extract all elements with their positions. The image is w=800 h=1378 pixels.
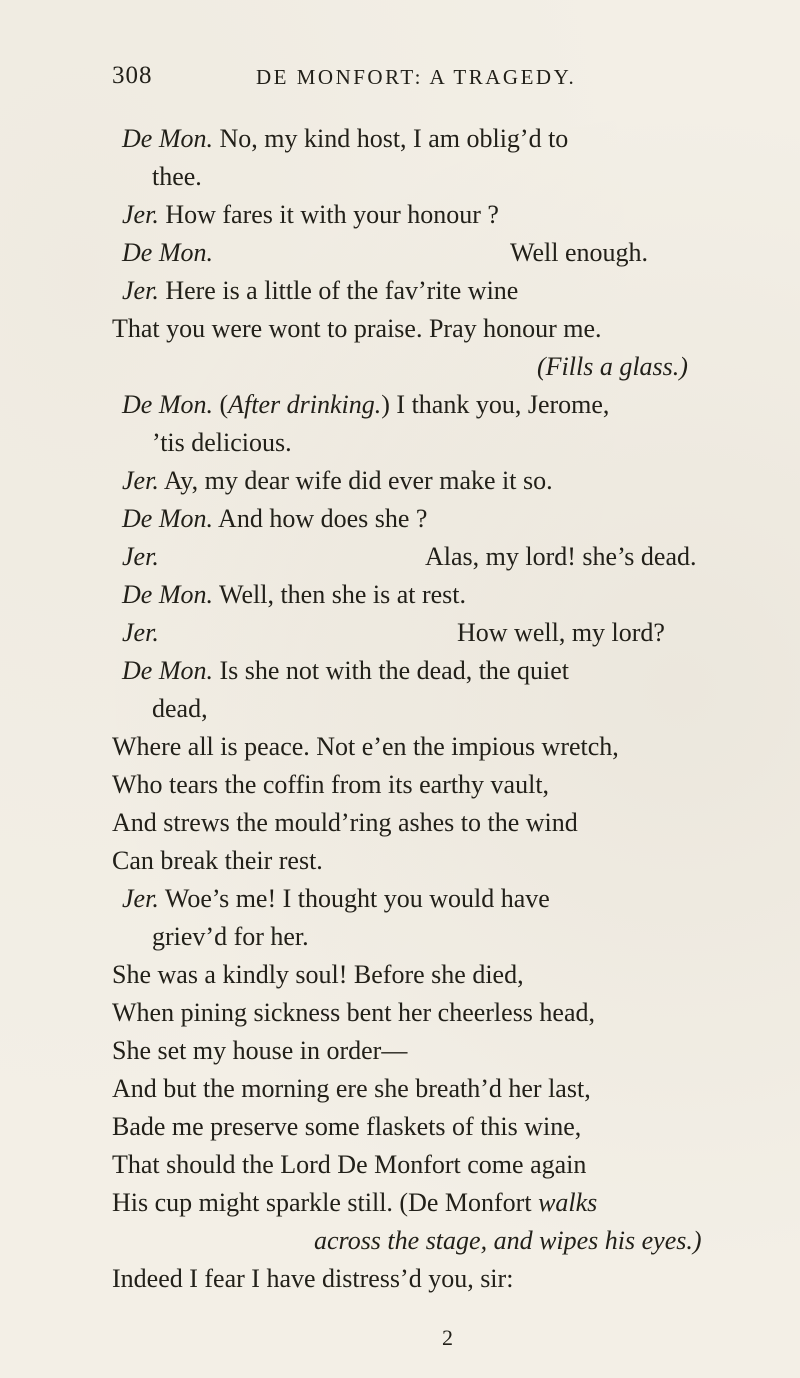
text-line xyxy=(112,1187,597,1219)
text-line xyxy=(112,313,602,345)
line-text: How fares it with your honour ? xyxy=(158,200,499,229)
text-line xyxy=(122,617,722,649)
speaker-name: Jer. xyxy=(122,884,159,913)
line-text: And how does she ? xyxy=(212,504,428,533)
text-line xyxy=(122,883,550,915)
speaker-name: Jer. xyxy=(122,200,159,229)
speaker-name: Jer. xyxy=(122,276,159,305)
line-text: And strews the mould’ring ashes to the wind xyxy=(112,808,578,837)
text-line xyxy=(152,693,208,725)
stage-direction-text: (Fills a glass.) xyxy=(537,352,688,381)
line-text: No, my kind host, I am oblig’d to xyxy=(212,124,569,153)
text-line xyxy=(122,503,427,535)
line-text: That you were wont to praise. Pray honour me. xyxy=(112,314,602,343)
text-line xyxy=(122,579,466,611)
line-text: She set my house in order— xyxy=(112,1036,408,1065)
stage-direction-text: After drinking. xyxy=(228,390,382,419)
text-line xyxy=(112,731,619,763)
text-line xyxy=(112,997,595,1029)
text-line xyxy=(122,275,518,307)
text-line xyxy=(122,123,568,155)
line-text: His cup might sparkle still. xyxy=(112,1188,393,1217)
speaker-name: De Mon. xyxy=(122,124,213,153)
speaker-name: De Mon. xyxy=(122,390,213,419)
text-line xyxy=(152,921,309,953)
line-text: Who tears the coffin from its earthy vault, xyxy=(112,770,550,799)
text-line xyxy=(122,541,722,573)
line-text: Woe’s me! I thought you would have xyxy=(158,884,550,913)
speaker-name: Jer. xyxy=(122,542,159,571)
line-text: She was a kindly soul! Before she died, xyxy=(112,960,524,989)
stage-direction xyxy=(314,1225,702,1257)
speaker-name: De Mon. xyxy=(122,656,213,685)
text-line xyxy=(122,389,609,421)
text-line xyxy=(122,199,499,231)
text-line xyxy=(112,1149,586,1181)
text-line xyxy=(122,237,722,269)
line-text: Is she not with the dead, the quiet xyxy=(212,656,569,685)
text-line xyxy=(152,427,292,459)
text-line xyxy=(112,1035,407,1067)
line-text: Indeed I fear I have distress’d you, sir: xyxy=(112,1264,514,1293)
line-text: Ay, my dear wife did ever make it so. xyxy=(158,466,553,495)
text-line xyxy=(112,1073,591,1105)
running-head: DE MONFORT: A TRAGEDY. xyxy=(256,65,577,89)
line-text: griev’d for her. xyxy=(152,922,309,951)
text-line xyxy=(112,769,549,801)
text-line xyxy=(112,1263,513,1295)
speaker-name: De Mon. xyxy=(122,580,213,609)
text-line xyxy=(112,1111,581,1143)
line-text: Well enough. xyxy=(510,238,648,267)
line-text: Alas, my lord! she’s dead. xyxy=(425,542,697,571)
line-text: ’tis delicious. xyxy=(152,428,292,457)
line-text: dead, xyxy=(152,694,208,723)
speaker-name: De Mon. xyxy=(122,238,213,267)
text-line xyxy=(122,655,569,687)
text-line xyxy=(152,161,202,193)
speaker-name: De Mon. xyxy=(122,504,213,533)
line-text: How well, my lord? xyxy=(457,618,665,647)
text-line xyxy=(112,807,578,839)
text-line xyxy=(112,959,524,991)
line-text: ( xyxy=(212,390,229,419)
line-text: (De Monfort xyxy=(392,1188,539,1217)
signature-mark: 2 xyxy=(442,1325,453,1350)
line-text: And but the morning ere she breath’d her last, xyxy=(112,1074,591,1103)
line-text: Where all is peace. Not e’en the impious wretch, xyxy=(112,732,619,761)
text-line xyxy=(112,845,323,877)
line-text: thee. xyxy=(152,162,202,191)
stage-direction-text: walks xyxy=(538,1188,598,1217)
speaker-name: Jer. xyxy=(122,466,159,495)
line-text: Well, then she is at rest. xyxy=(212,580,467,609)
line-text: That should the Lord De Monfort come again xyxy=(112,1150,587,1179)
line-text: Here is a little of the fav’rite wine xyxy=(158,276,519,305)
text-line xyxy=(122,465,553,497)
line-text: Bade me preserve some flaskets of this wine, xyxy=(112,1112,582,1141)
line-text: When pining sickness bent her cheerless head, xyxy=(112,998,596,1027)
stage-direction xyxy=(537,351,688,383)
line-text: ) I thank you, Jerome, xyxy=(381,390,610,419)
page-number: 308 xyxy=(112,62,153,89)
speaker-name: Jer. xyxy=(122,618,159,647)
line-text: Can break their rest. xyxy=(112,846,323,875)
stage-direction-text: across the stage, and wipes his eyes.) xyxy=(314,1226,702,1255)
